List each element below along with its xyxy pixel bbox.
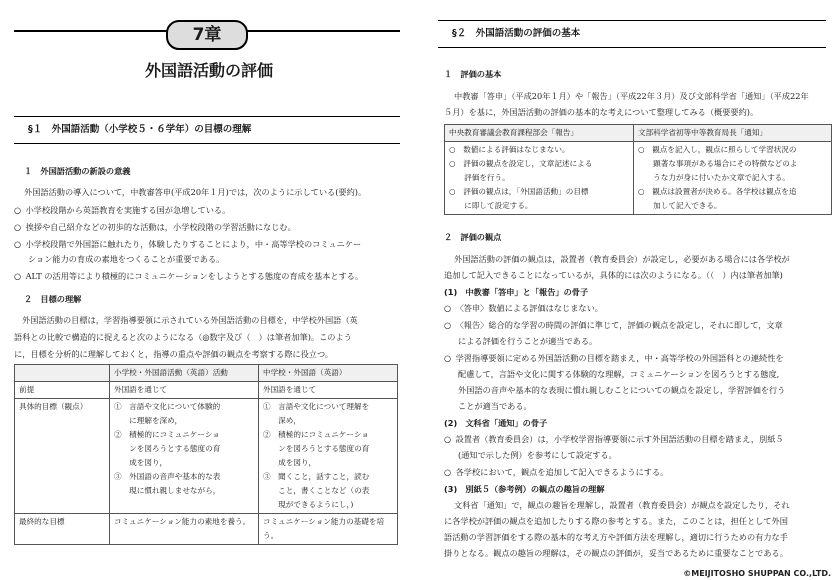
bullet-item: ○ 〈報告〉総合的な学習の時間の評価に準じて，評価の観点を設定し，それに即して，文章 [444, 320, 783, 330]
bullet-continuation: 外国語の音声や基本的な表現に慣れ親しむことについての観点を設定し，学習評価を行う [458, 385, 786, 395]
table-header-row [445, 125, 832, 142]
table-cell: 外国語を通じて [259, 382, 398, 399]
table-row [15, 514, 398, 545]
table-cell: コミュニケーション能力の素地を養う。 [110, 514, 259, 545]
chapter-badge: 7章 [166, 20, 248, 50]
paragraph-intro: 外国語活動の導入について，中教審答申(平成20年１月)では，次のように示している(要約)。 [24, 187, 367, 197]
table-cell: コミュニケーション能力の基礎を培う。 [259, 514, 398, 545]
bullet-item: ○ 挨拶や自己紹介などの初歩的な活動は，小学校段階の学習活動になじむ。 [14, 222, 296, 232]
table-cell: 前提 [15, 382, 110, 399]
heading-evaluation-basics: １ 評価の基本 [444, 69, 502, 79]
table-cell: ○ 観点を記入し，観点に照らして学習状況の 顕著な事項がある場合にその特徴などのよ うな力が身に付いたか文章で記入する。 ○ 観点は設置者が決める。各学校は観点を追 加して記入できる。 [634, 142, 832, 215]
heading-evaluation-viewpoints: ２ 評価の観点 [444, 232, 502, 242]
table-cell: 外国語を通じて [110, 382, 259, 399]
paragraph-viewpoints: 追加して記入できることになっているが，具体的には次のようになる。（（ ）内は筆者加筆) [444, 270, 783, 280]
table-header-cell: 中央教育審議会教育課程部会「報告」 [445, 125, 634, 142]
report-notice-table [444, 124, 832, 215]
table-cell: ○ 数値による評価はなじまない。 ○ 評価の観点を設定し，文章記述による 評価を行う。 ○ 評価の観点は，「外国語活動」の目標 に即して設定する。 [445, 142, 634, 215]
bullet-continuation: (通知で示した例）を参考にして設定する。 [458, 450, 617, 460]
subheading-reference: (3) 別紙５（参考例）の観点の趣旨の理解 [444, 484, 605, 494]
table-header-row [15, 365, 398, 382]
paragraph-reference: 文科省「通知」で，観点の趣旨を理解し，設置者（教育委員会）が観点を設定したり，それ [454, 500, 790, 510]
bullet-continuation: ション能力の育成の素地をつくることが重要である。 [28, 254, 225, 264]
bullet-item: ○ 学習指導要領に定める外国語活動の目標を踏まえ，中・高等学校の外国語科との連続性を [444, 353, 784, 363]
paragraph-goal: 語科との比較で構造的に捉えると次のようになる（◎数字及び（ ）は筆者加筆)。このよう [14, 332, 352, 342]
paragraph-goal: 外国語活動の目標は，学習指導要領に示されている外国語活動の目標を，中学校外国語（英 [22, 315, 358, 325]
bullet-continuation: 配慮して，言語や文化に関する体験的な理解，コミュニケーションを図ろうとする態度, [458, 369, 780, 379]
goal-comparison-table [14, 364, 398, 545]
table-header-cell: 文部科学省初等中等教育局長「通知」 [634, 125, 832, 142]
bullet-item: ○ 設置者（教育委員会）は，小学校学習指導要領に示す外国語活動の目標を踏まえ，別紙５ [444, 434, 784, 444]
bullet-continuation: ことが適当である。 [458, 401, 532, 411]
section-heading-2: §２ 外国語活動の評価の基本 [438, 20, 826, 48]
paragraph-reference: に各学校が評価の観点を追加したりする際の参考とする。また，このことは，担任として外国 [444, 516, 788, 526]
table-row [15, 399, 398, 514]
bullet-continuation: による評価を行うことが適当である。 [458, 336, 598, 346]
table-row [445, 142, 832, 215]
bullet-item: ○ 小学校段階で外国語に触れたり，体験したりすることにより，中・高等学校のコミュニケー [14, 239, 362, 249]
section-heading-1: §１ 外国語活動（小学校５・６学年）の目標の理解 [14, 116, 400, 144]
heading-significance: １ 外国語活動の新設の意義 [24, 166, 131, 176]
paragraph-basics: ５月）を基に，外国語活動の評価の基本的な考えについて整理してみる（概要要約)。 [444, 107, 759, 117]
left-page [0, 0, 418, 580]
bullet-item: ○ ALT の活用等により積極的にコミュニケーションをしようとする態度の育成を基本とする。 [14, 271, 364, 281]
table-cell: ① 言語や文化について理解を 深め， ② 積極的にコミュニケーショ ンを図ろうとする態度の育 成を図り， ③ 聞くこと，話すこと，読む こと，書くことなど（の表 現ができるようにし，) [259, 399, 398, 514]
right-page [428, 0, 837, 580]
table-header-cell: 小学校・外国語活動（英語）活動 [110, 365, 259, 382]
table-cell: 具体的目標（観点） [15, 399, 110, 514]
copyright-notice: ©MEIJITOSHO SHUPPAN CO.,LTD. [683, 569, 831, 578]
paragraph-goal: に，目標を分析的に理解しておくと，指導の重点や評価の観点を考察する際に役立つ。 [14, 349, 333, 359]
table-cell: ① 言語や文化について体験的 に理解を深め， ② 積極的にコミュニケーショ ンを図ろうとする態度の育 成を図り， ③ 外国語の音声や基本的な表 現に慣れ親しませながら， [110, 399, 259, 514]
heading-goal: ２ 目標の理解 [24, 294, 82, 304]
table-header-cell [15, 365, 110, 382]
bullet-item: ○ 〈答申〉数値による評価はなじまない。 [444, 303, 603, 313]
paragraph-reference: 掛りとなる。観点の趣旨の理解は，その観点の評価が，妥当であるために重要なことである。 [444, 548, 788, 558]
bullet-item: ○ 各学校において，観点を追加して記入できるようにする。 [444, 467, 669, 477]
subheading-report: (1) 中教審「答申」と「報告」の骨子 [444, 287, 589, 297]
paragraph-viewpoints: 外国語活動の評価の観点は，設置者（教育委員会）が設定し，必要がある場合には各学校が [454, 254, 790, 264]
table-header-cell: 中学校・外国語（英語） [259, 365, 398, 382]
table-cell: 最終的な目標 [15, 514, 110, 545]
bullet-item: ○ 小学校段階から英語教育を実施する国が急増している。 [14, 205, 231, 215]
subheading-notice: (2) 文科省「通知」の骨子 [444, 418, 548, 428]
chapter-title: 外国語活動の評価 [144, 61, 273, 80]
paragraph-basics: 中教審「答申」（平成20年１月）や「報告」（平成22年３月）及び文部科学省「通知」（平成22年 [454, 91, 809, 101]
table-row [15, 382, 398, 399]
paragraph-reference: 語活動の学習評価をする際の基本的な考え方や評価方法を理解し，適切に行うための有力な手 [444, 532, 788, 542]
